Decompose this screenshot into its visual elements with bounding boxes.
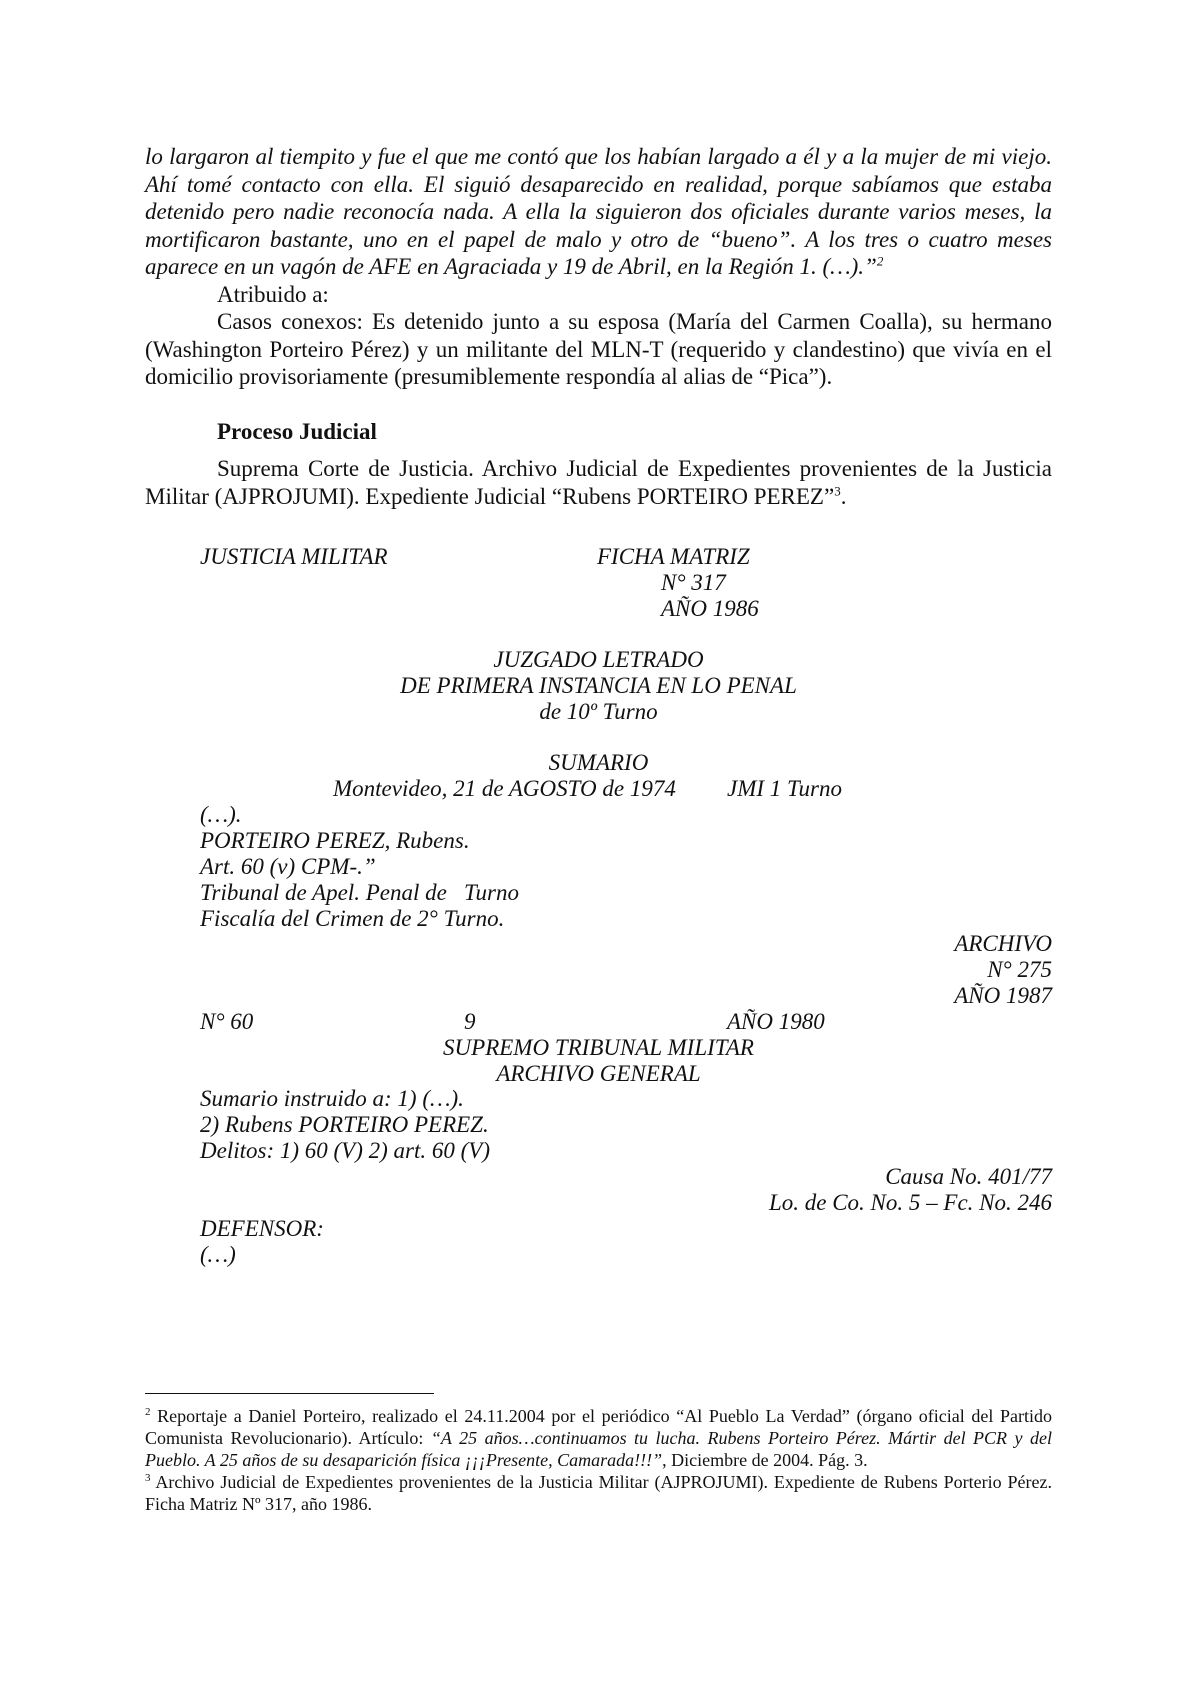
sumario-title: SUMARIO <box>548 750 649 775</box>
proceso-text <box>145 455 1052 510</box>
footnote-2-number: 2 <box>145 1406 151 1418</box>
document-body <box>145 143 1052 510</box>
juzgado-line-2: DE PRIMERA INSTANCIA EN LO PENAL <box>400 673 797 698</box>
sumario-tribunal-turno: Turno <box>464 880 519 905</box>
libro-folio: Lo. de Co. No. 5 – Fc. No. 246 <box>768 1190 1052 1215</box>
footnote-3 <box>145 1471 1052 1515</box>
archivo-anio: AÑO 1987 <box>954 983 1052 1008</box>
footnote-3-number: 3 <box>145 1472 151 1484</box>
causa: Causa No. 401/77 <box>885 1164 1052 1189</box>
anio-1980: AÑO 1980 <box>727 1009 825 1034</box>
archivo-numero: N° 275 <box>987 957 1052 982</box>
sumario-rubens: 2) Rubens PORTEIRO PEREZ. <box>200 1112 489 1137</box>
sumario-etc: (…). <box>200 802 242 827</box>
nine: 9 <box>464 1009 476 1034</box>
sumario-nombre: PORTEIRO PEREZ, Rubens. <box>200 828 470 853</box>
ficha-matriz: FICHA MATRIZ <box>597 544 750 569</box>
sumario-fecha: Montevideo, 21 de AGOSTO de 1974 <box>333 776 676 801</box>
atribuido-line: Atribuido a: <box>217 281 329 307</box>
footnote-2-article-title: “A 25 años…continuamos tu lucha. Rubens Porteiro Pérez. Mártir del PCR y del Pueblo. A 25 años de su desaparición física ¡¡¡Presente, Camarada!!!” <box>145 1428 1053 1470</box>
ficha-anio: AÑO 1986 <box>661 596 759 621</box>
defensor-label: DEFENSOR: <box>200 1216 324 1241</box>
footnote-3-text: Archivo Judicial de Expedientes provenientes de la Justicia Militar (AJPROJUMI). Expediente de Rubens Porterio Pérez. Ficha Matriz Nº 317, año 1986. <box>145 1472 1052 1514</box>
juzgado-line-3: de 10º Turno <box>539 699 658 724</box>
archivo-label: ARCHIVO <box>954 931 1052 956</box>
ficha-numero: N° 317 <box>661 570 726 595</box>
proceso-end: . <box>840 483 847 509</box>
sumario-tribunal: Tribunal de Apel. Penal de <box>200 880 447 905</box>
footnote-2-text-a: Reportaje a Daniel Porteiro, realizado el 24.11.2004 por el periódico “Al Pueblo La Verdad” (órgano oficial del Partido Comunista Revolucionario). Artículo: <box>145 1406 1052 1448</box>
juzgado-line-1: JUZGADO LETRADO <box>493 647 704 672</box>
footnote-2 <box>145 1405 1052 1471</box>
sumario-articulo: Art. 60 (v) CPM-.” <box>200 854 376 879</box>
supremo-tribunal: SUPREMO TRIBUNAL MILITAR <box>443 1035 754 1060</box>
footnote-2-text-b: , Diciembre de 2004. Pág. 3. <box>662 1450 868 1470</box>
sumario-jmi: JMI 1 Turno <box>727 776 842 801</box>
casos-conexos: Casos conexos: Es detenido junto a su esposa (María del Carmen Coalla), su hermano (Washington Porteiro Pérez) y un militante del MLN-T (requerido y clandestino) que vivía en el domicilio provisoriamente (presumiblemente respondía al alias de “Pica”). <box>145 309 1052 389</box>
sumario-fiscalia: Fiscalía del Crimen de 2° Turno. <box>200 906 505 931</box>
sumario-delitos: Delitos: 1) 60 (V) 2) art. 60 (V) <box>200 1138 490 1163</box>
sumario-instruido: Sumario instruido a: 1) (…). <box>200 1086 464 1111</box>
defensor-etc: (…) <box>200 1242 236 1267</box>
footnotes <box>145 1405 1052 1515</box>
footnote-ref-2[interactable]: 2 <box>876 253 884 269</box>
n60: N° 60 <box>200 1009 254 1034</box>
footnote-ref-3[interactable]: 3 <box>834 482 841 498</box>
justicia-militar: JUSTICIA MILITAR <box>200 544 388 569</box>
proceso-body: Suprema Corte de Justicia. Archivo Judicial de Expedientes provenientes de la Justicia Militar (AJPROJUMI). Expediente Judicial “Rubens PORTEIRO PEREZ” <box>145 456 1052 509</box>
section-heading: Proceso Judicial <box>217 418 377 444</box>
quote-text: lo largaron al tiempito y fue el que me contó que los habían largado a él y a la mujer de mi viejo. Ahí tomé contacto con ella. El siguió desaparecido en realidad, porque sabíamos que estaba detenido pero nadie reconocía nada. A ella la siguieron dos oficiales durante varios meses, la mortificaron bastante, uno en el papel de malo y otro de “bueno”. A los tres o cuatro meses aparece en un vagón de AFE en Agraciada y 19 de Abril, en la Región 1. (…).” <box>145 144 1052 279</box>
footnote-separator <box>145 1393 434 1394</box>
testimony-quote <box>145 143 1052 281</box>
archivo-general: ARCHIVO GENERAL <box>496 1061 701 1086</box>
